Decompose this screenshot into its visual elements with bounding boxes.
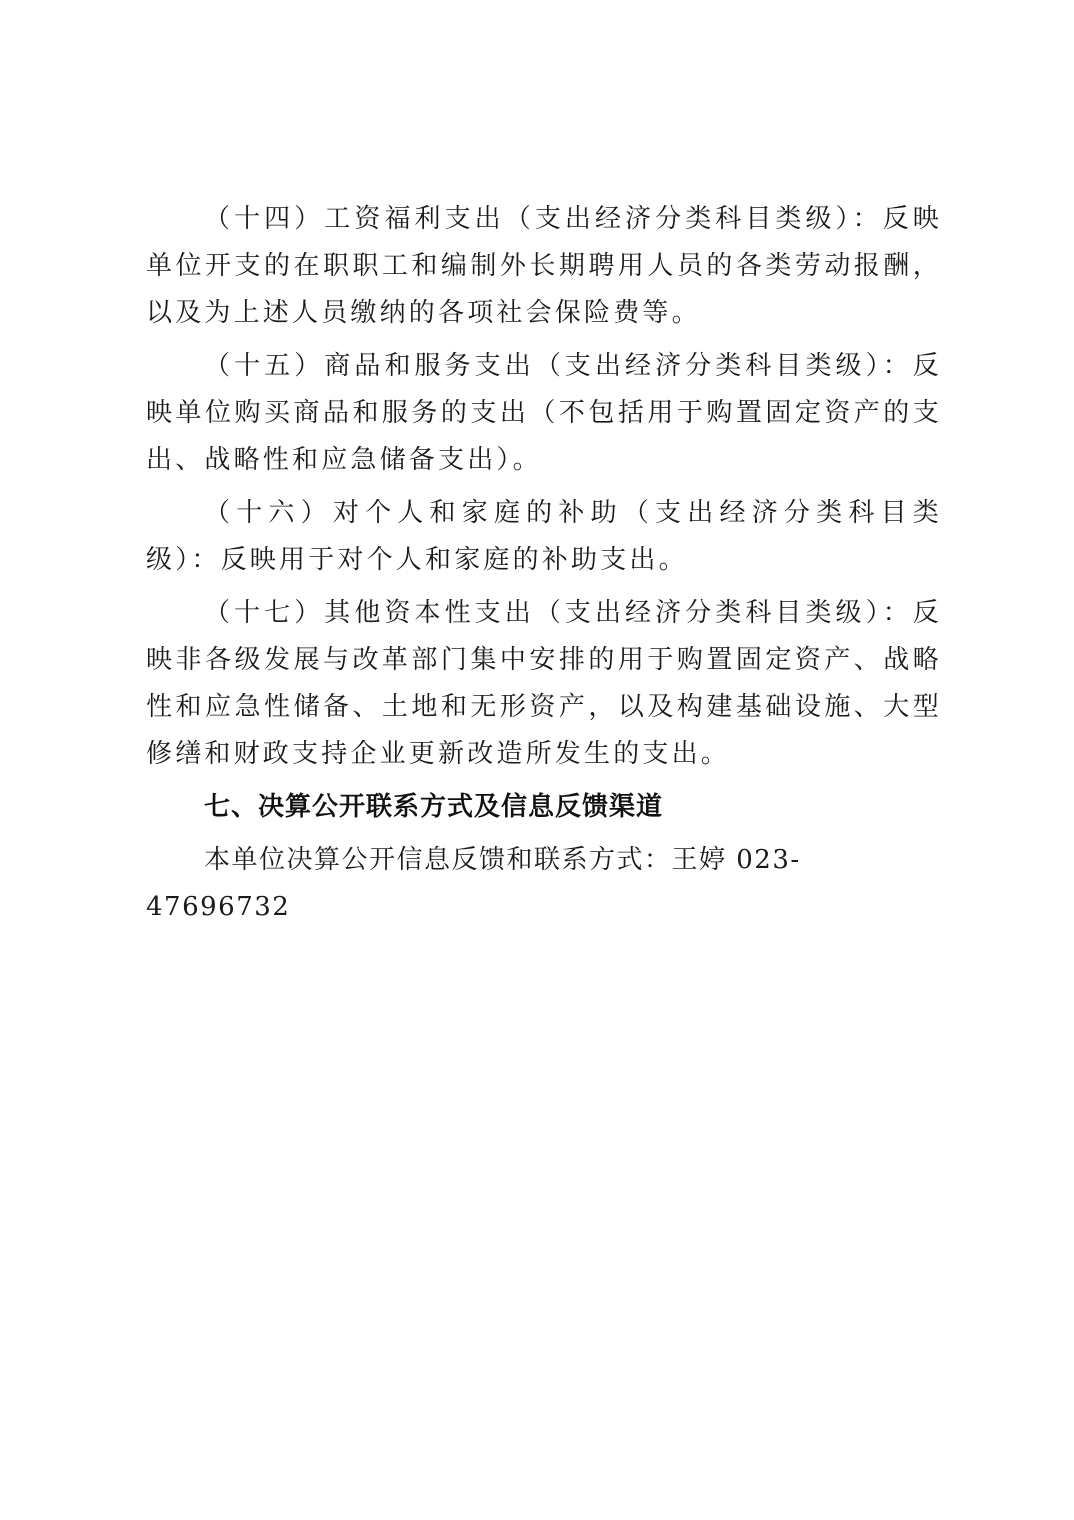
document-body bbox=[146, 196, 942, 931]
section-heading-contact: 七、决算公开联系方式及信息反馈渠道 bbox=[204, 792, 664, 822]
paragraph-goods-services: （十五）商品和服务支出（支出经济分类科目类级）：反映单位购买商品和服务的支出（不包括用于购置固定资产的支出、战略性和应急储备支出）。 bbox=[146, 351, 942, 475]
contact-line: 本单位决算公开信息反馈和联系方式：王婷 023-47696732 bbox=[146, 845, 801, 922]
paragraph-other-capital: （十七）其他资本性支出（支出经济分类科目类级）：反映非各级发展与改革部门集中安排的用于购置固定资产、战略性和应急性储备、土地和无形资产，以及构建基础设施、大型修缮和财政支持企业更新改造所发生的支出。 bbox=[146, 598, 942, 769]
paragraph-household-subsidy: （十六）对个人和家庭的补助（支出经济分类科目类级）：反映用于对个人和家庭的补助支出。 bbox=[146, 498, 942, 575]
paragraph-wages-welfare: （十四）工资福利支出（支出经济分类科目类级）：反映单位开支的在职职工和编制外长期聘用人员的各类劳动报酬，以及为上述人员缴纳的各项社会保险费等。 bbox=[146, 204, 942, 328]
